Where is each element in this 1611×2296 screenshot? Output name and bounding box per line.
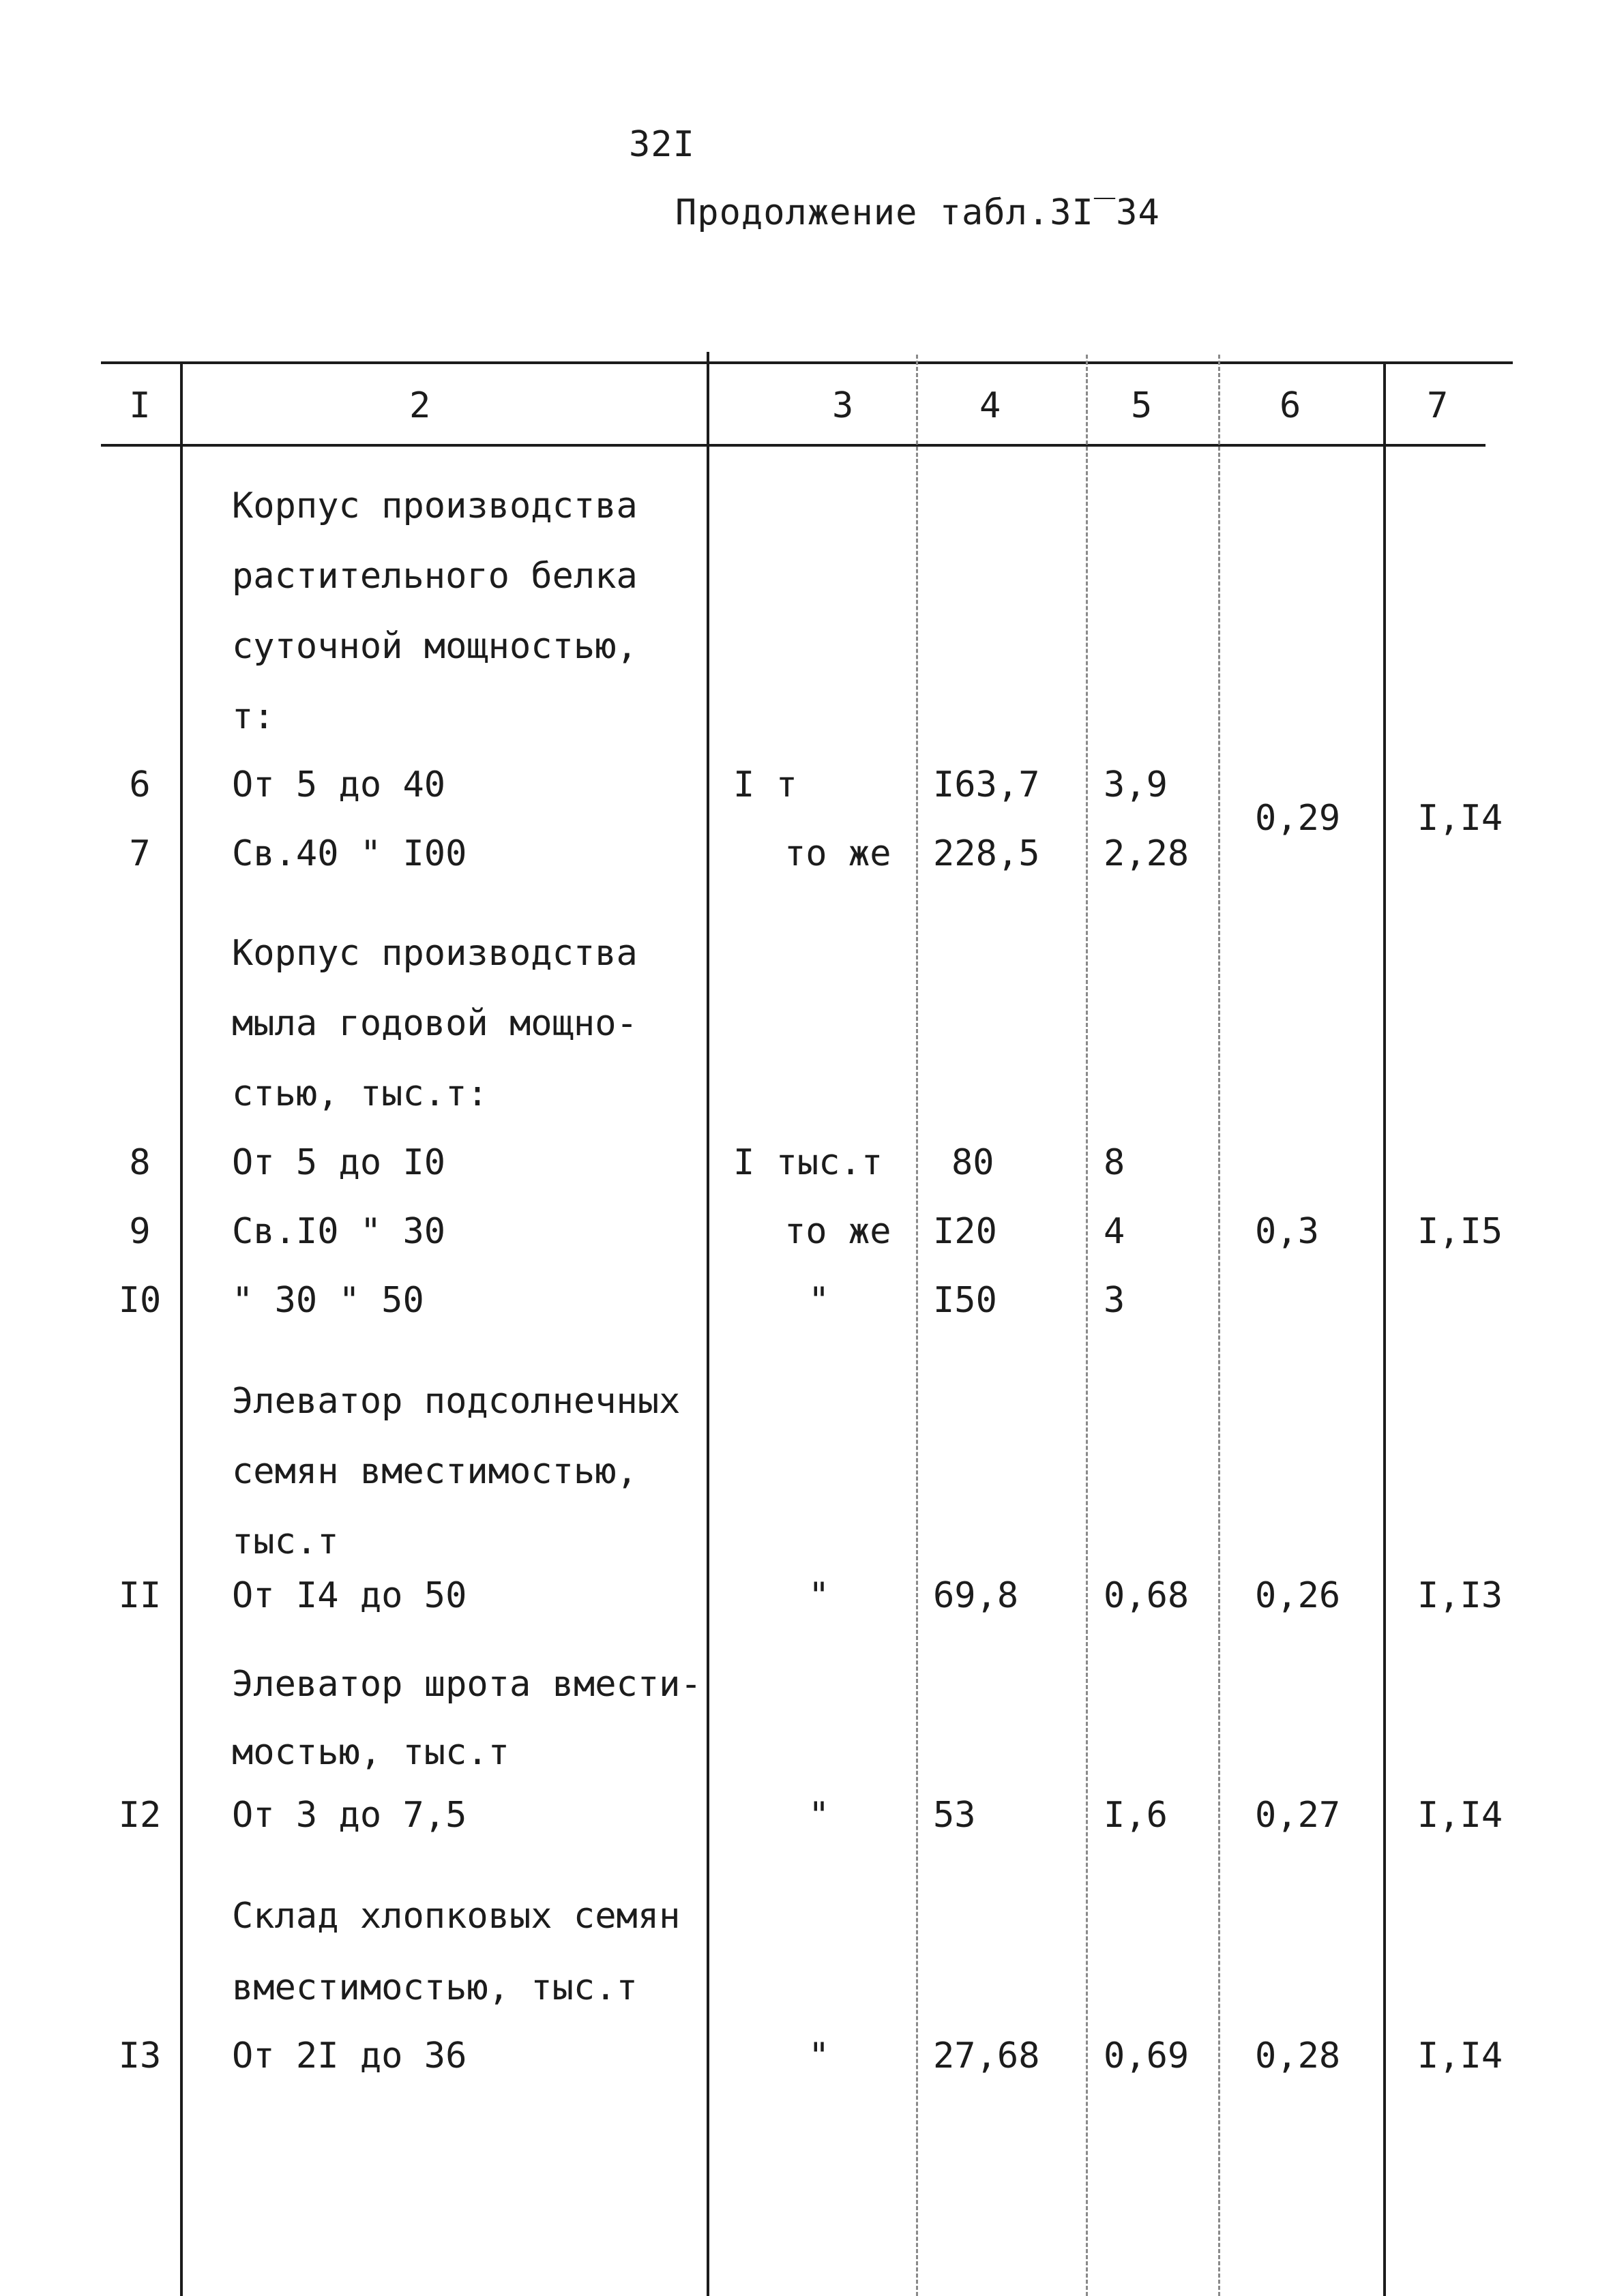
row-number: II xyxy=(118,1575,162,1616)
row-name: От 2I до 36 xyxy=(232,2036,467,2076)
column-separator xyxy=(916,355,918,2296)
column-separator xyxy=(1383,361,1386,2296)
group-col6: 0,27 xyxy=(1255,1795,1341,1836)
column-separator xyxy=(1218,355,1220,2296)
column-header: 2 xyxy=(409,385,431,426)
row-unit: то же xyxy=(784,833,891,874)
page-number: 32I xyxy=(629,124,695,165)
group-col7: I,I4 xyxy=(1417,1795,1503,1836)
column-separator xyxy=(1086,355,1088,2296)
row-col4: I50 xyxy=(933,1280,997,1321)
row-col5: I,6 xyxy=(1104,1795,1168,1836)
group-description-line: Элеватор подсолнечных xyxy=(232,1381,681,1422)
row-number: I3 xyxy=(118,2036,162,2076)
group-description-line: Корпус производства xyxy=(232,933,638,974)
row-unit: " xyxy=(808,1795,830,1836)
group-description-line: семян вместимостью, xyxy=(232,1451,638,1492)
column-header: 3 xyxy=(832,385,854,426)
row-unit: I тыс.т xyxy=(733,1142,883,1183)
row-number: I0 xyxy=(118,1280,162,1321)
column-header: 4 xyxy=(979,385,1001,426)
row-col4: 228,5 xyxy=(933,833,1040,874)
row-unit: " xyxy=(808,2036,830,2076)
group-col6: 0,3 xyxy=(1255,1211,1319,1252)
group-col7: I,I4 xyxy=(1417,798,1503,839)
group-col7: I,I5 xyxy=(1417,1211,1503,1252)
row-col4: 80 xyxy=(951,1142,994,1183)
group-col6: 0,29 xyxy=(1255,798,1341,839)
row-unit: I т xyxy=(733,764,797,805)
row-col5: 8 xyxy=(1104,1142,1125,1183)
column-header: 5 xyxy=(1131,385,1153,426)
row-col5: 2,28 xyxy=(1104,833,1189,874)
row-name: От 5 до I0 xyxy=(232,1142,446,1183)
group-col7: I,I4 xyxy=(1417,2036,1503,2076)
row-number: 8 xyxy=(129,1142,151,1183)
row-unit: " xyxy=(808,1280,830,1321)
group-description-line: вместимостью, тыс.т xyxy=(232,1967,638,2008)
group-col6: 0,28 xyxy=(1255,2036,1341,2076)
column-header: 6 xyxy=(1280,385,1301,426)
row-col4: 27,68 xyxy=(933,2036,1040,2076)
group-description-line: Корпус производства xyxy=(232,486,638,526)
row-name: От 5 до 40 xyxy=(232,764,446,805)
group-description-line: мыла годовой мощно- xyxy=(232,1003,638,1044)
row-number: I2 xyxy=(118,1795,162,1836)
group-description-line: тыс.т xyxy=(232,1521,339,1562)
row-col5: 4 xyxy=(1104,1211,1125,1252)
column-separator xyxy=(180,361,183,2296)
group-description-line: стью, тыс.т: xyxy=(232,1073,488,1114)
row-col4: I63,7 xyxy=(933,764,1040,805)
table-top-rule xyxy=(101,361,1513,364)
row-col4: 53 xyxy=(933,1795,976,1836)
row-col4: 69,8 xyxy=(933,1575,1019,1616)
row-col5: 3 xyxy=(1104,1280,1125,1321)
group-description-line: растительного белка xyxy=(232,556,638,597)
group-description-line: мостью, тыс.т xyxy=(232,1732,509,1773)
group-description-line: суточной мощностью, xyxy=(232,626,638,667)
column-header: 7 xyxy=(1427,385,1449,426)
group-description-line: Склад хлопковых семян xyxy=(232,1896,681,1937)
row-unit: то же xyxy=(784,1211,891,1252)
group-description-line: т: xyxy=(232,696,275,737)
row-name: " 30 " 50 xyxy=(232,1280,424,1321)
group-description-line: Элеватор шрота вмести- xyxy=(232,1664,702,1705)
row-number: 6 xyxy=(129,764,151,805)
row-name: Св.I0 " 30 xyxy=(232,1211,446,1252)
row-col5: 0,68 xyxy=(1104,1575,1189,1616)
table-continuation-title: Продолжение табл.3I‾34 xyxy=(675,192,1160,233)
header-bottom-rule xyxy=(101,444,1486,447)
column-separator xyxy=(707,352,709,2296)
group-col6: 0,26 xyxy=(1255,1575,1341,1616)
row-name: Св.40 " I00 xyxy=(232,833,467,874)
row-number: 7 xyxy=(129,833,151,874)
row-col5: 3,9 xyxy=(1104,764,1168,805)
row-name: От I4 до 50 xyxy=(232,1575,467,1616)
row-name: От 3 до 7,5 xyxy=(232,1795,467,1836)
row-col4: I20 xyxy=(933,1211,997,1252)
row-col5: 0,69 xyxy=(1104,2036,1189,2076)
row-number: 9 xyxy=(129,1211,151,1252)
row-unit: " xyxy=(808,1575,830,1616)
column-header: I xyxy=(129,385,151,426)
group-col7: I,I3 xyxy=(1417,1575,1503,1616)
